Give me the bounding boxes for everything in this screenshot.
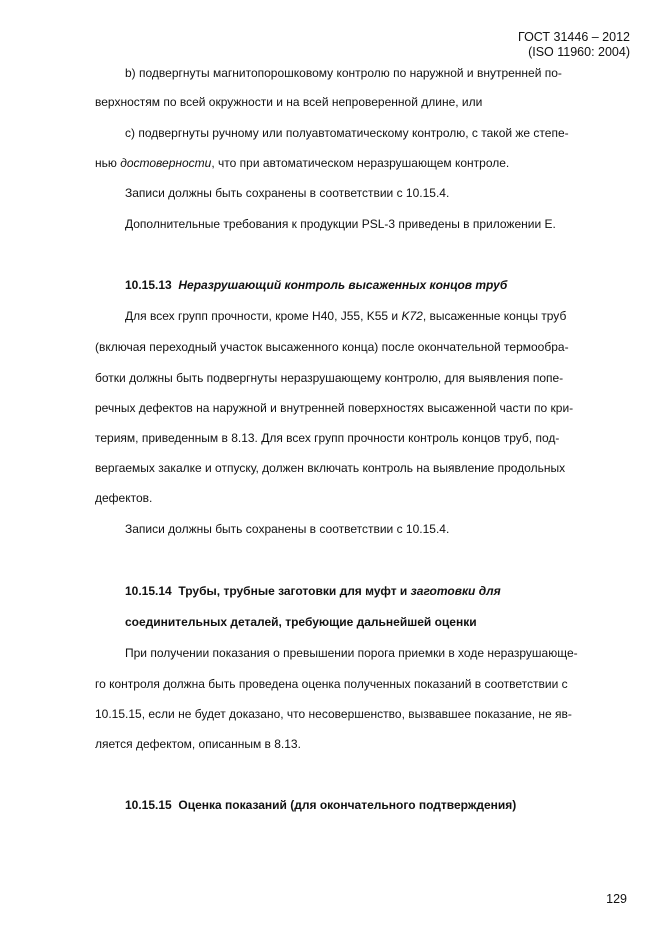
text-line: териям, приведенным в 8.13. Для всех групп прочности контроль концов труб, под- <box>95 431 560 445</box>
text-line: Записи должны быть сохранены в соответствии с 10.15.4. <box>125 186 450 200</box>
text-line: c) подвергнуты ручному или полуавтоматическому контролю, с такой же степе- <box>125 126 569 140</box>
text-line: Для всех групп прочности, кроме H40, J55, K55 и K72, высаженные концы труб <box>125 309 567 323</box>
document-header <box>518 30 630 60</box>
standard-iso-code: (ISO 11960: 2004) <box>528 45 630 59</box>
section-heading-10-15-14: 10.15.14 Трубы, трубные заготовки для муфт и заготовки для <box>125 584 501 598</box>
section-title: Неразрушающий контроль высаженных концов труб <box>178 278 508 292</box>
text-line: дефектов. <box>95 491 153 505</box>
text-line: верхностям по всей окружности и на всей непроверенной длине, или <box>95 95 483 109</box>
section-number: 10.15.15 <box>125 798 172 812</box>
section-title: Оценка показаний (для окончательного подтверждения) <box>178 798 517 812</box>
text-line: ляется дефектом, описанным в 8.13. <box>95 737 301 751</box>
text-line: нью достоверности, что при автоматическом неразрушающем контроле. <box>95 156 510 170</box>
section-number: 10.15.13 <box>125 278 172 292</box>
text-line: ботки должны быть подвергнуты неразрушающему контролю, для выявления попе- <box>95 371 564 385</box>
text-line: При получении показания о превышении порога приемки в ходе неразрушающе- <box>125 646 578 660</box>
section-heading-10-15-15 <box>125 798 516 812</box>
section-heading-continued: соединительных деталей, требующие дальнейшей оценки <box>125 615 477 629</box>
text-line: b) подвергнуты магнитопорошковому контролю по наружной и внутренней по- <box>125 66 562 80</box>
text-line: го контроля должна быть проведена оценка полученных показаний в соответствии с <box>95 677 568 691</box>
section-heading-10-15-13 <box>125 278 507 292</box>
text-line: вергаемых закалке и отпуску, должен включать контроль на выявление продольных <box>95 461 566 475</box>
text-line: Дополнительные требования к продукции PSL-3 приведены в приложении E. <box>125 217 556 231</box>
standard-code: ГОСТ 31446 – 2012 <box>518 30 630 44</box>
text-line: (включая переходный участок высаженного конца) после окончательной термообра- <box>95 340 569 354</box>
text-line: речных дефектов на наружной и внутренней поверхностях высаженной части по кри- <box>95 401 574 415</box>
italic-term: достоверности <box>120 156 212 170</box>
text-line: Записи должны быть сохранены в соответствии с 10.15.4. <box>125 522 450 536</box>
page-number: 129 <box>606 892 627 906</box>
text-line: 10.15.15, если не будет доказано, что несовершенство, вызвавшее показание, не яв- <box>95 707 572 721</box>
section-number: 10.15.14 <box>125 584 172 598</box>
